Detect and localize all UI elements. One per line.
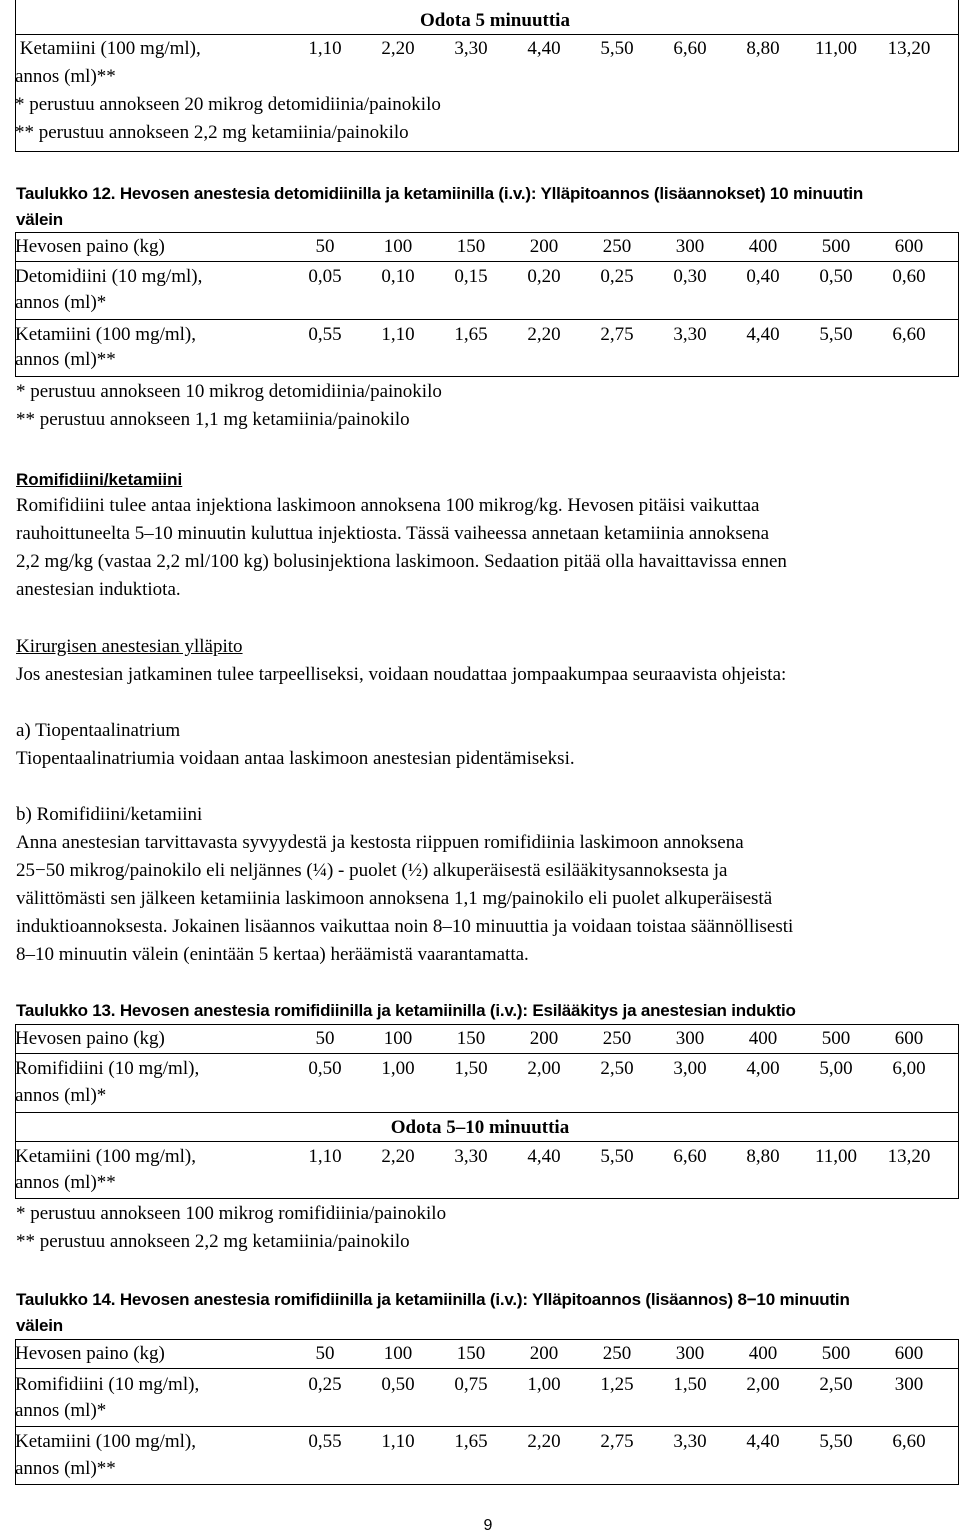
table-cell: 3,30: [454, 1146, 488, 1167]
row-label-line2: annos (ml)**: [15, 349, 116, 370]
table12-caption: Taulukko 12. Hevosen anestesia detomidiinilla ja ketamiinilla (i.v.): Ylläpitoannos (lisäannokset) 10 minuutin välein: [16, 184, 864, 229]
wait-label: Odota 5–10 minuuttia: [390, 1117, 570, 1138]
table-cell: 2,00: [746, 1374, 780, 1395]
subsection-heading: b) Romifidiini/ketamiini: [16, 804, 203, 825]
table-cell: 4,00: [746, 1058, 780, 1079]
table-cell: 0,50: [819, 266, 853, 287]
table-cell: 5,50: [819, 1431, 853, 1452]
table-cell: 11,00: [814, 38, 858, 59]
row-label: Hevosen paino (kg): [15, 1028, 165, 1049]
table-row: [15, 1427, 959, 1456]
row-label: Ketamiini (100 mg/ml),: [15, 324, 197, 345]
table-cell: 0,60: [892, 266, 926, 287]
table-cell: 200: [529, 1343, 559, 1364]
row-label: Ketamiini (100 mg/ml),: [15, 1146, 197, 1167]
footnote: ** perustuu annokseen 2,2 mg ketamiinia/painokilo: [15, 122, 409, 143]
table-cell: 150: [456, 1343, 486, 1364]
table-cell: 300: [675, 236, 705, 257]
table-cell: 4,40: [746, 1431, 780, 1452]
table-cell: 0,20: [527, 266, 561, 287]
table-cell: 0,25: [600, 266, 634, 287]
row-label: Romifidiini (10 mg/ml),: [15, 1374, 200, 1395]
table-cell: 50: [315, 1343, 335, 1364]
table-cell: 4,40: [527, 1146, 561, 1167]
subsection-paragraph: Anna anestesian tarvittavasta syvyydestä ja kestosta riippuen romifidiinia laskimoon annoksena 25−50 mikrog/painokilo eli neljännes (¼) - puolet (½) alkuperäisestä esilääkitysannoksesta ja välittömästi sen jälkeen ketamiinia laskimoon annoksena 1,1 mg/painokilo eli puolet alkuperäisestä induktioannoksesta. Jokainen lisäannos vaikuttaa noin 8–10 minuuttia ja voidaan toistaa säännöllisesti 8–10 minuutin välein (enintään 5 kertaa) heräämistä vaarantamatta.: [16, 832, 794, 965]
table-cell: 200: [529, 236, 559, 257]
table-cell: 4,40: [527, 38, 561, 59]
table14-caption: Taulukko 14. Hevosen anestesia romifidiinilla ja ketamiinilla (i.v.): Ylläpitoannos (lisäannos) 8−10 minuutin välein: [16, 1290, 850, 1335]
table-cell: 6,60: [892, 324, 926, 345]
table-cell: 600: [894, 1343, 924, 1364]
table-cell: 250: [602, 236, 632, 257]
row-label: Ketamiini (100 mg/ml),: [15, 1431, 197, 1452]
table-cell: 11,00: [814, 1146, 858, 1167]
table-cell: 1,10: [381, 324, 415, 345]
table-cell: 1,10: [308, 38, 342, 59]
table-cell: 0,10: [381, 266, 415, 287]
subsection-text: Tiopentaalinatriumia voidaan antaa laskimoon anestesian pidentämiseksi.: [16, 748, 575, 769]
table-cell: 1,50: [673, 1374, 707, 1395]
footnote: ** perustuu annokseen 2,2 mg ketamiinia/painokilo: [16, 1231, 410, 1252]
table-cell: 0,05: [308, 266, 342, 287]
weight-row: [15, 1339, 959, 1368]
table-cell: 250: [602, 1343, 632, 1364]
row-label-line2: annos (ml)*: [15, 1085, 107, 1106]
row-label-line2: annos (ml)**: [15, 1172, 116, 1193]
row-label: Ketamiini (100 mg/ml),: [19, 38, 201, 59]
table-cell: 1,65: [454, 324, 488, 345]
table-cell: 2,20: [527, 324, 561, 345]
table-cell: 600: [894, 236, 924, 257]
intro-text: Jos anestesian jatkaminen tulee tarpeelliseksi, voidaan noudattaa jompaakumpaa seuraavista ohjeista:: [16, 664, 787, 685]
table-cell: 400: [748, 236, 778, 257]
footnote: ** perustuu annokseen 1,1 mg ketamiinia/painokilo: [16, 409, 410, 430]
row-label: Romifidiini (10 mg/ml),: [15, 1058, 200, 1079]
table-cell: 1,25: [600, 1374, 634, 1395]
table-cell: 6,60: [673, 38, 707, 59]
table-cell: 300: [894, 1374, 924, 1395]
table-cell: 0,30: [673, 266, 707, 287]
page-number: 9: [483, 1517, 493, 1534]
table-cell: 1,65: [454, 1431, 488, 1452]
table-cell: 5,50: [819, 324, 853, 345]
table-cell: 2,50: [600, 1058, 634, 1079]
table-cell: 0,40: [746, 266, 780, 287]
table-cell: 0,55: [308, 324, 342, 345]
section-heading: Kirurgisen anestesian ylläpito: [16, 636, 243, 657]
table-cell: 5,00: [819, 1058, 853, 1079]
row-label: Hevosen paino (kg): [15, 236, 165, 257]
table-cell: 0,50: [381, 1374, 415, 1395]
table-cell: 2,20: [381, 1146, 415, 1167]
table-cell: 5,50: [600, 1146, 634, 1167]
row-label-line2: annos (ml)**: [15, 66, 116, 87]
table-cell: 50: [315, 1028, 335, 1049]
table-cell: 6,60: [673, 1146, 707, 1167]
table-cell: 600: [894, 1028, 924, 1049]
table-cell: 8,80: [746, 1146, 780, 1167]
table-cell: 6,60: [892, 1431, 926, 1452]
table-cell: 500: [821, 1343, 851, 1364]
row-divider: [15, 1368, 959, 1369]
row-label: Detomidiini (10 mg/ml),: [15, 266, 203, 287]
section-heading: Romifidiini/ketamiini: [16, 470, 183, 489]
table-cell: 13,20: [887, 38, 931, 59]
table-cell: 100: [383, 236, 413, 257]
table-cell: 3,30: [673, 324, 707, 345]
table-cell: 400: [748, 1343, 778, 1364]
table-cell: 2,75: [600, 324, 634, 345]
table12: [15, 232, 959, 377]
table-cell: 2,20: [527, 1431, 561, 1452]
table-cell: 400: [748, 1028, 778, 1049]
table-cell: 8,80: [746, 38, 780, 59]
table13: [15, 1024, 959, 1199]
table-cell: 300: [675, 1028, 705, 1049]
table11-continuation: [15, 0, 959, 152]
ketamine-values: [15, 34, 959, 63]
weight-row: [15, 1024, 959, 1053]
table-cell: 1,00: [527, 1374, 561, 1395]
table-cell: 200: [529, 1028, 559, 1049]
table-cell: 6,00: [892, 1058, 926, 1079]
footnote: * perustuu annokseen 10 mikrog detomidiinia/painokilo: [16, 381, 442, 402]
table-cell: 2,75: [600, 1431, 634, 1452]
table-cell: 250: [602, 1028, 632, 1049]
footnote: * perustuu annokseen 100 mikrog romifidiinia/painokilo: [16, 1203, 447, 1224]
table-cell: 3,30: [454, 38, 488, 59]
table-cell: 100: [383, 1343, 413, 1364]
table-cell: 1,50: [454, 1058, 488, 1079]
table-cell: 2,20: [381, 38, 415, 59]
table-cell: 4,40: [746, 324, 780, 345]
table-row: [15, 1054, 959, 1083]
table-cell: 1,10: [381, 1431, 415, 1452]
table-cell: 150: [456, 1028, 486, 1049]
table-cell: 0,50: [308, 1058, 342, 1079]
table-row: [15, 1142, 959, 1171]
table-cell: 3,30: [673, 1431, 707, 1452]
table-cell: 1,10: [308, 1146, 342, 1167]
table-cell: 300: [675, 1343, 705, 1364]
table-cell: 0,55: [308, 1431, 342, 1452]
section-paragraph: Romifidiini tulee antaa injektiona laskimoon annoksena 100 mikrog/kg. Hevosen pitäisi vaikuttaa rauhoittuneelta 5–10 minuutin kuluttua injektiosta. Tässä vaiheessa annetaan ketamiinia annoksena 2,2 mg/kg (vastaa 2,2 ml/100 kg) bolusinjektiona laskimoon. Sedaation pitää olla havaittavissa ennen anestesian induktiota.: [16, 495, 787, 600]
table-cell: 50: [315, 236, 335, 257]
table-cell: 5,50: [600, 38, 634, 59]
weight-row: [15, 232, 959, 261]
table-cell: 0,15: [454, 266, 488, 287]
table-cell: 2,00: [527, 1058, 561, 1079]
table-cell: 150: [456, 236, 486, 257]
table-cell: 1,00: [381, 1058, 415, 1079]
table-cell: 3,00: [673, 1058, 707, 1079]
table14: [15, 1339, 959, 1485]
row-label-line2: annos (ml)**: [15, 1458, 116, 1479]
table-cell: 2,50: [819, 1374, 853, 1395]
table-row: [15, 320, 959, 349]
row-label: Hevosen paino (kg): [15, 1343, 165, 1364]
table-row: [15, 262, 959, 291]
table-cell: 100: [383, 1028, 413, 1049]
table13-caption: Taulukko 13. Hevosen anestesia romifidiinilla ja ketamiinilla (i.v.): Esilääkitys ja anestesian induktio: [16, 1001, 796, 1020]
row-label-line2: annos (ml)*: [15, 292, 107, 313]
table-cell: 500: [821, 236, 851, 257]
table-cell: 500: [821, 1028, 851, 1049]
row-label-line2: annos (ml)*: [15, 1400, 107, 1421]
footnote: * perustuu annokseen 20 mikrog detomidiinia/painokilo: [15, 94, 441, 115]
table-row: [15, 1370, 959, 1399]
subsection-heading: a) Tiopentaalinatrium: [16, 720, 181, 741]
table-cell: 0,25: [308, 1374, 342, 1395]
table-cell: 13,20: [887, 1146, 931, 1167]
table-cell: 0,75: [454, 1374, 488, 1395]
wait-label: Odota 5 minuuttia: [420, 10, 570, 31]
